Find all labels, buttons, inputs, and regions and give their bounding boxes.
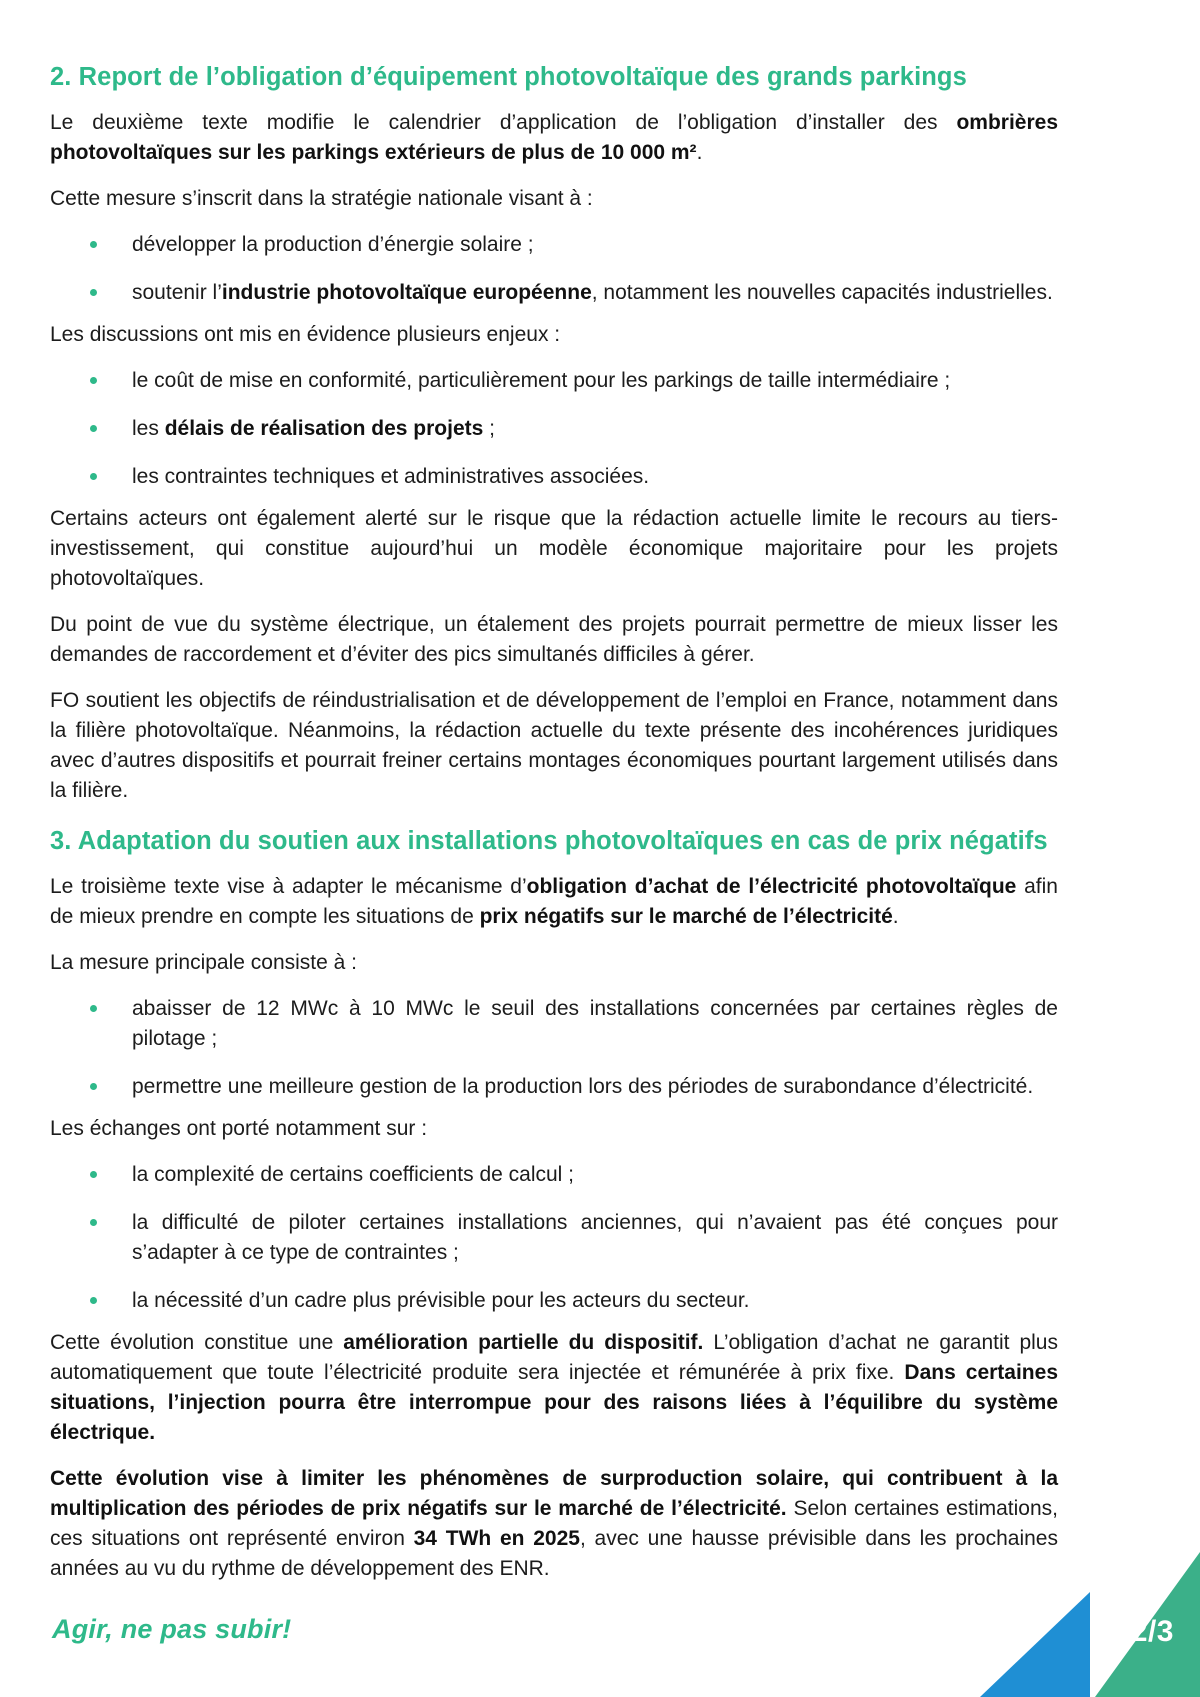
bullet-dot-icon — [90, 473, 97, 480]
bullet-text-pre: permettre une meilleure gestion de la production lors des périodes de surabondance d’électricité. — [132, 1075, 1034, 1099]
bullet-text-bold: industrie photovoltaïque européenne — [221, 280, 592, 304]
footer-tagline: Agir, ne pas subir! — [52, 1614, 292, 1644]
bullet-text-pre: les — [132, 416, 165, 440]
list-item — [50, 462, 1058, 492]
section-2-lead-2: Les discussions ont mis en évidence plusieurs enjeux : — [50, 322, 561, 346]
page-number: 2/3 — [1130, 1615, 1174, 1648]
intro-bold-prix-negatifs: prix négatifs sur le marché de l’électricité — [479, 905, 893, 929]
bullet-dot-icon — [90, 1219, 97, 1226]
para-bold-amelioration: amélioration partielle du dispositif. — [343, 1331, 704, 1355]
list-item — [50, 278, 1058, 308]
section-2-paragraph-3: FO soutient les objectifs de réindustrialisation et de développement de l’emploi en France, notamment dans la filière photovoltaïque. Néanmoins, la rédaction actuelle du texte présente des incohérences juridiques avec d’autres dispositifs et pourrait freiner certains montages économiques pourtant largement utilisés dans la filière. — [50, 689, 1058, 803]
intro-text-part-1: Le deuxième texte modifie le calendrier d’application de l’obligation d’installer des — [50, 110, 957, 134]
list-item — [50, 1072, 1058, 1102]
section-2-heading: 2. Report de l’obligation d’équipement photovoltaïque des grands parkings — [50, 63, 967, 91]
bullet-dot-icon — [90, 1171, 97, 1178]
section-3-bullet-list-1 — [50, 994, 1058, 1102]
bullet-dot-icon — [90, 289, 97, 296]
page-footer — [0, 1517, 1200, 1697]
intro-text-part-1: Le troisième texte vise à adapter le mécanisme d’ — [50, 875, 527, 899]
intro-bold-obligation-achat: obligation d’achat de l’électricité photovoltaïque — [526, 875, 1017, 899]
list-item — [50, 1160, 1058, 1190]
para-text-part-2: Selon certaines estimations, ces situations ont représenté environ — [50, 1497, 1058, 1551]
list-item — [50, 1286, 1058, 1316]
bullet-text-pre: les contraintes techniques et administratives associées. — [132, 465, 650, 488]
blue-triangle-shape — [980, 1592, 1090, 1697]
para-text-part-3: L’obligation d’achat ne garantit plus automatiquement que toute l’électricité produite sera injectée et rémunérée à prix fixe. — [50, 1331, 1058, 1385]
para-bold-34-twh: 34 TWh en 2025 — [413, 1527, 580, 1551]
section-2-paragraph-1: Certains acteurs ont également alerté sur le risque que la rédaction actuelle limite le recours au tiers-investissement, qui constitue aujourd’hui un modèle économique majoritaire pour les projets photovoltaïques. — [50, 507, 1058, 591]
section-2-lead-1: Cette mesure s’inscrit dans la stratégie nationale visant à : — [50, 186, 593, 210]
section-3-paragraph-1 — [50, 1328, 1058, 1448]
list-item — [50, 994, 1058, 1054]
list-item — [50, 366, 1058, 396]
intro-text-part-3: afin de mieux prendre en compte les situations de — [50, 875, 1058, 929]
intro-bold-ombrieres: ombrières photovoltaïques sur les parkings extérieurs de plus de 10 000 m² — [50, 110, 1058, 164]
corner-decoration — [940, 1517, 1200, 1697]
section-2 — [50, 62, 1058, 806]
bullet-text-pre: le coût de mise en conformité, particulièrement pour les parkings de taille intermédiaire ; — [132, 368, 951, 392]
bullet-text-pre: la complexité de certains coefficients de calcul ; — [132, 1163, 575, 1187]
bullet-text-pre: soutenir l’ — [132, 280, 222, 304]
document-content — [50, 62, 1058, 1600]
para-bold-injection-interrompue: Dans certaines situations, l’injection pourra être interrompue pour des raisons liées à l’équilibre du système électrique. — [50, 1361, 1058, 1445]
bullet-dot-icon — [90, 377, 97, 384]
bullet-text-pre: développer la production d’énergie solaire ; — [132, 232, 534, 256]
section-2-bullet-list-1 — [50, 230, 1058, 308]
para-bold-surproduction: Cette évolution vise à limiter les phénomènes de surproduction solaire, qui contribuent à la multiplication des périodes de prix négatifs sur le marché de l’électricité. — [50, 1467, 1058, 1521]
list-item — [50, 1208, 1058, 1268]
section-2-paragraph-2: Du point de vue du système électrique, un étalement des projets pourrait permettre de mieux lisser les demandes de raccordement et d’éviter des pics simultanés difficiles à gérer. — [50, 613, 1058, 667]
intro-text-part-3: . — [696, 140, 703, 164]
list-item — [50, 230, 1058, 260]
para-text-part-4: , avec une hausse prévisible dans les prochaines années au vu du rythme de développement des ENR. — [50, 1527, 1058, 1581]
bullet-text-pre: abaisser de 12 MWc à 10 MWc le seuil des installations concernées par certaines règles de pilotage ; — [132, 997, 1058, 1051]
bullet-dot-icon — [90, 1297, 97, 1304]
section-2-bullet-list-2 — [50, 366, 1058, 492]
bullet-dot-icon — [90, 1005, 97, 1012]
bullet-text-post: , notamment les nouvelles capacités industrielles. — [591, 280, 1053, 304]
section-3-lead-2: Les échanges ont porté notamment sur : — [50, 1117, 428, 1141]
section-3-lead-1: La mesure principale consiste à : — [50, 951, 357, 975]
bullet-dot-icon — [90, 425, 97, 432]
bullet-text-pre: la difficulté de piloter certaines installations anciennes, qui n’avaient pas été conçues pour s’adapter à ce type de contraintes ; — [132, 1211, 1058, 1265]
section-3-intro-paragraph — [50, 872, 1058, 932]
bullet-dot-icon — [90, 1083, 97, 1090]
section-3-bullet-list-2 — [50, 1160, 1058, 1316]
bullet-dot-icon — [90, 241, 97, 248]
list-item — [50, 414, 1058, 444]
para-text-part-1: Cette évolution constitue une — [50, 1331, 344, 1355]
section-2-intro-paragraph — [50, 108, 1058, 168]
bullet-text-pre: la nécessité d’un cadre plus prévisible pour les acteurs du secteur. — [132, 1289, 750, 1313]
bullet-text-bold: délais de réalisation des projets — [164, 416, 484, 440]
section-3-heading: 3. Adaptation du soutien aux installations photovoltaïques en cas de prix négatifs — [50, 827, 1048, 856]
bullet-text-post: ; — [483, 416, 495, 440]
intro-text-part-5: . — [892, 905, 899, 929]
section-3 — [50, 826, 1058, 1584]
